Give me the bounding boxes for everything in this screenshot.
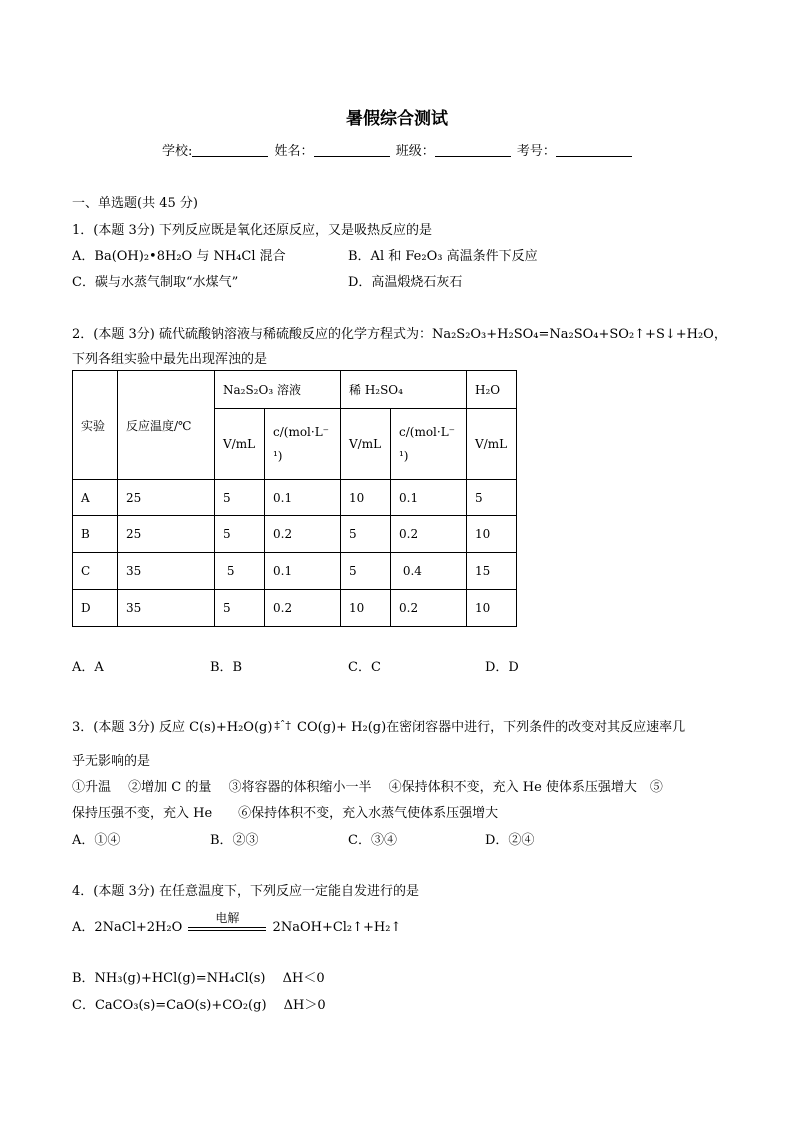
table-cell: A — [73, 480, 118, 516]
table-subheader-volume: V/mL — [215, 409, 265, 480]
table-header-h2so4: 稀 H₂SO₄ — [341, 371, 467, 409]
table-cell: 0.2 — [265, 516, 341, 553]
table-subheader-volume: V/mL — [341, 409, 391, 480]
table-row — [73, 516, 517, 553]
table-cell: 0.4 — [391, 553, 467, 590]
table-header-na2s2o3: Na₂S₂O₃ 溶液 — [215, 371, 341, 409]
exam-title: 暑假综合测试 — [346, 109, 448, 129]
q3-option-b: B．②③ — [210, 833, 259, 848]
table-cell: 5 — [467, 480, 517, 516]
q1-option-d: D．高温煅烧石灰石 — [348, 275, 463, 290]
student-info-line — [162, 140, 634, 159]
electrolysis-condition: 电解 — [188, 912, 266, 931]
table-row — [73, 590, 517, 627]
table-cell: 25 — [118, 516, 215, 553]
table-cell: 5 — [341, 516, 391, 553]
class-blank[interactable] — [435, 143, 511, 157]
table-cell: 10 — [341, 590, 391, 627]
table-cell: 5 — [215, 516, 265, 553]
q3-stem-line2: 乎无影响的是 — [72, 754, 151, 769]
number-label: 考号： — [516, 144, 556, 159]
q3-option-c: C．③④ — [348, 833, 397, 848]
q1-option-b: B．Al 和 Fe₂O₃ 高温条件下反应 — [348, 249, 538, 264]
table-row — [73, 480, 517, 516]
class-label: 班级： — [395, 144, 435, 159]
table-row — [73, 553, 517, 590]
table-cell: 35 — [118, 590, 215, 627]
table-cell: 35 — [118, 553, 215, 590]
q2-option-b: B．B — [210, 660, 243, 675]
table-cell: 0.1 — [265, 480, 341, 516]
table-cell: 10 — [467, 590, 517, 627]
table-cell: 10 — [467, 516, 517, 553]
q4-option-a: A．2NaCl+2H₂O 电解 2NaOH+Cl₂↑+H₂↑ — [72, 911, 402, 935]
number-blank[interactable] — [556, 143, 632, 157]
q3-option-a: A．①④ — [72, 833, 121, 848]
q2-option-d: D．D — [485, 660, 519, 675]
table-cell: 5 — [215, 553, 265, 590]
table-header-temperature: 反应温度/℃ — [118, 371, 215, 480]
table-cell: 0.2 — [391, 590, 467, 627]
q2-data-table — [72, 370, 517, 627]
table-cell: C — [73, 553, 118, 590]
q1-stem: 1．(本题 3分) 下列反应既是氧化还原反应，又是吸热反应的是 — [72, 223, 432, 238]
table-subheader-concentration: c/(mol·L⁻ ¹) — [391, 409, 467, 480]
q3-conditions-line1: ①升温 ②增加 C 的量 ③将容器的体积缩小一半 ④保持体积不变，充入 He 使体系压强增大 ⑤ — [72, 780, 663, 795]
table-cell: 5 — [215, 480, 265, 516]
q4-option-c: C．CaCO₃(s)=CaO(s)+CO₂(g) ΔH＞0 — [72, 998, 326, 1013]
table-cell: 15 — [467, 553, 517, 590]
table-cell: 5 — [341, 553, 391, 590]
q4-stem: 4．(本题 3分) 在任意温度下，下列反应一定能自发进行的是 — [72, 884, 419, 899]
q1-option-a: A．Ba(OH)₂•8H₂O 与 NH₄Cl 混合 — [72, 249, 286, 264]
table-cell: 5 — [215, 590, 265, 627]
table-subheader-volume: V/mL — [467, 409, 517, 480]
name-blank[interactable] — [314, 143, 390, 157]
table-cell: 0.2 — [265, 590, 341, 627]
q4-option-b: B．NH₃(g)+HCl(g)=NH₄Cl(s) ΔH＜0 — [72, 971, 325, 986]
table-cell: D — [73, 590, 118, 627]
q2-stem-line2: 下列各组实验中最先出现浑浊的是 — [72, 352, 268, 367]
school-blank[interactable] — [192, 143, 268, 157]
q2-option-c: C．C — [348, 660, 381, 675]
q2-stem-line1: 2．(本题 3分) 硫代硫酸钠溶液与稀硫酸反应的化学方程式为：Na₂S₂O₃+H₂SO₄=Na₂SO₄+SO₂↑+S↓+H₂O， — [72, 327, 727, 342]
table-cell: 0.1 — [391, 480, 467, 516]
table-cell: 0.2 — [391, 516, 467, 553]
table-cell: B — [73, 516, 118, 553]
table-cell: 25 — [118, 480, 215, 516]
q3-stem-line1: 3．(本题 3分) 反应 C(s)+H₂O(g) ‡ˆ† CO(g)+ H₂(g)在密闭容器中进行，下列条件的改变对其反应速率几 — [72, 719, 686, 735]
equilibrium-arrow-icon: ‡ˆ† — [274, 719, 291, 732]
section-heading: 一、单选题(共 45 分) — [72, 196, 198, 211]
table-header-h2o: H₂O — [467, 371, 517, 409]
q1-option-c: C．碳与水蒸气制取“水煤气” — [72, 275, 239, 290]
table-cell: 10 — [341, 480, 391, 516]
name-label: 姓名： — [274, 144, 314, 159]
q3-conditions-line2: 保持压强不变，充入 He ⑥保持体积不变，充入水蒸气使体系压强增大 — [72, 806, 499, 821]
table-subheader-concentration: c/(mol·L⁻ ¹) — [265, 409, 341, 480]
q2-option-a: A．A — [72, 660, 104, 675]
table-cell: 0.1 — [265, 553, 341, 590]
school-label: 学校: — [162, 144, 193, 159]
q3-option-d: D．②④ — [485, 833, 535, 848]
table-header-experiment: 实验 — [73, 371, 118, 480]
